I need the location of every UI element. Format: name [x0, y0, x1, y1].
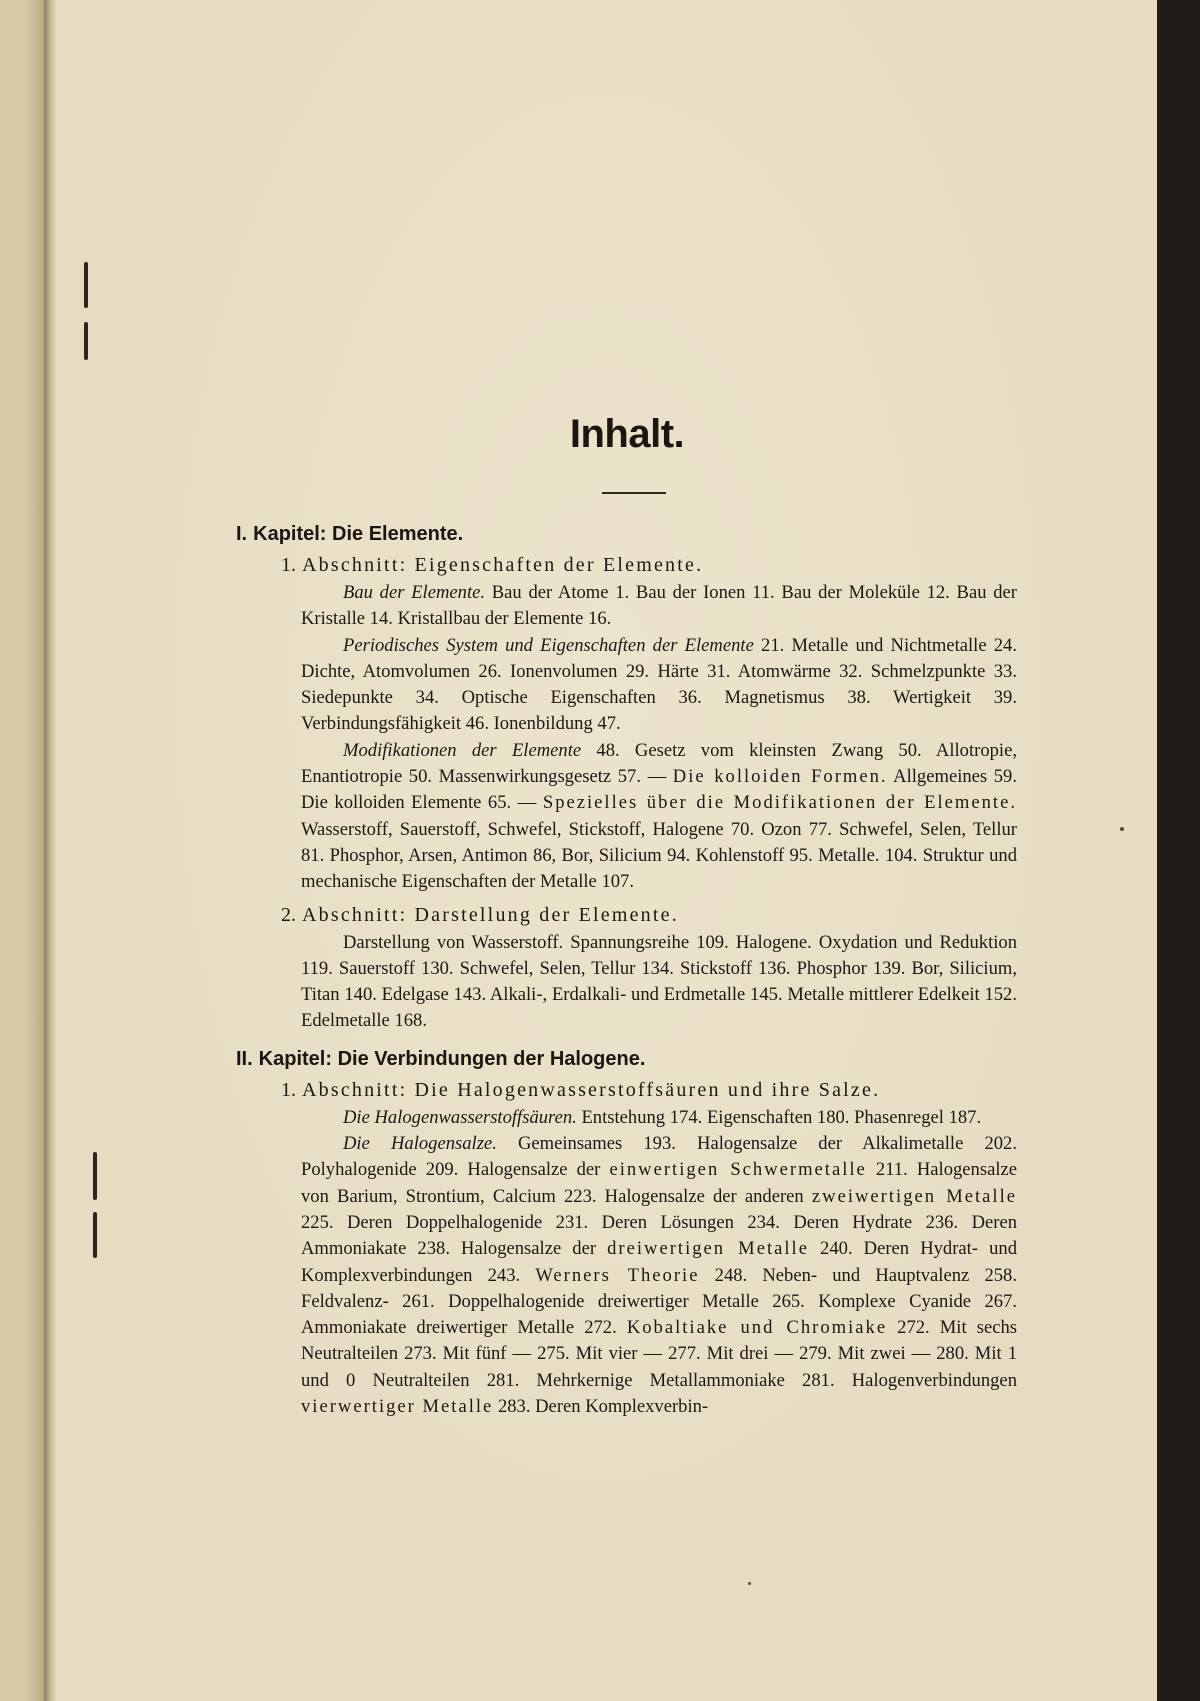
entry-text: 283. Deren Komplexverbin- [493, 1396, 709, 1418]
toc-paragraph [301, 633, 1017, 738]
topic-heading: Die Halogensalze. [343, 1133, 497, 1155]
chapter-heading [236, 1045, 1017, 1073]
section-heading [281, 552, 1017, 578]
binding-stitch [84, 322, 88, 360]
entry-text: Wasserstoff, Sauerstoff, Schwefel, Stickstoff, Halogene 70. Ozon 77. Schwefel, Selen, Tellur 81. Phosphor, Arsen, Antimon 86, Bor, Silicium 94. Kohlenstoff 95. Metalle. 104. Struktur und mechanische Eigenschaften der Metalle 107. [301, 818, 1017, 893]
entry-text: 272. Mit sechs Neutralteilen 273. Mit fünf — 275. Mit vier — 277. Mit drei — 279. Mit zwei — 280. Mit 1 und 0 Neutralteilen 281. Mehrkernige Metallammoniake 281. Halogenverbindungen [301, 1317, 1017, 1391]
paper-speck [1120, 827, 1124, 831]
paper-speck [748, 1582, 751, 1585]
section-number: 2. [281, 903, 296, 926]
section [281, 552, 1017, 896]
page-title: Inhalt. [569, 412, 685, 456]
topic-heading: Modifikationen der Elemente [343, 739, 582, 761]
entry-text: Bau der Atome 1. Bau der Ionen 11. Bau der Moleküle 12. Bau der Kristalle 14. Kristallbau der Elemente 16. [301, 582, 1017, 630]
toc-paragraph [301, 1105, 1017, 1131]
binding-stitch [93, 1212, 97, 1258]
toc-paragraph [301, 580, 1017, 633]
toc-paragraph [301, 1131, 1017, 1420]
entry-text: Darstellung von Wasserstoff. Spannungsreihe 109. Halogene. Oxydation und Reduktion 119. Sauerstoff 130. Schwefel, Selen, Tellur 134. Stickstoff 136. Phosphor 139. Bor, Silicium, Titan 140. Edelgase 143. Alkali-, Erdalkali- und Erdmetalle 145. Metalle mittlerer Edelkeit 152. Edelmetalle 168. [301, 931, 1017, 1032]
section-heading [281, 1077, 1017, 1103]
spaced-heading: vierwertiger Metalle [301, 1396, 494, 1418]
chapter-number: II. [236, 1047, 253, 1070]
section-label: Abschnitt: Eigenschaften der Elemente. [302, 554, 704, 576]
chapter-label: Kapitel: Die Elemente. [253, 523, 464, 545]
binding-stitch [84, 262, 88, 308]
toc-paragraph [301, 738, 1017, 896]
topic-heading: Die Halogenwasserstoffsäuren. [343, 1106, 577, 1128]
spaced-heading: dreiwertigen Metalle [607, 1238, 809, 1260]
entry-text: Gemeinsames 193. Halogensalze der Alkalimetalle 202. Polyhalogenide 209. Halogensalze der [301, 1133, 1017, 1181]
spaced-heading: einwertigen Schwermetalle [609, 1159, 867, 1181]
entry-text: Allgemeines 59. Die kolloiden Elemente 65. — [301, 766, 1017, 814]
book-gutter [44, 0, 56, 1701]
chapter-label: Kapitel: Die Verbindungen der Halogene. [258, 1047, 646, 1070]
section-label: Abschnitt: Darstellung der Elemente. [302, 903, 679, 926]
entry-text: 21. Metalle und Nichtmetalle 24. Dichte, Atomvolumen 26. Ionenvolumen 29. Härte 31. Atomwärme 32. Schmelzpunkte 33. Siedepunkte 34. Optische Eigenschaften 36. Magnetismus 38. Wertigkeit 39. Verbindungsfähigkeit 46. Ionenbildung 47. [301, 634, 1018, 735]
scan-background [1157, 0, 1200, 1701]
entry-text: 48. Gesetz vom kleinsten Zwang 50. Allotropie, Enantiotropie 50. Massenwirkungsgesetz 57. — [301, 739, 1017, 788]
section-number: 1. [281, 554, 296, 576]
topic-heading: Bau der Elemente. [343, 582, 486, 603]
chapter [237, 520, 1017, 1035]
spaced-heading: Die kolloiden Formen. [672, 766, 888, 788]
section-label: Abschnitt: Die Halogenwasserstoffsäuren und ihre Salze. [302, 1078, 881, 1101]
chapter-list [237, 520, 1017, 1426]
section-heading [281, 902, 1017, 928]
chapter-number: I. [236, 523, 248, 545]
chapter [237, 1045, 1017, 1421]
spaced-heading: Spezielles über die Modifikationen der Elemente. [542, 792, 1017, 814]
spaced-heading: Werners Theorie [535, 1264, 700, 1286]
section-number: 1. [281, 1078, 296, 1101]
facing-page-edge [0, 0, 44, 1701]
entry-text: 240. Deren Hydrat- und Komplexverbindungen 243. [301, 1238, 1017, 1286]
entry-text: Entstehung 174. Eigenschaften 180. Phasenregel 187. [576, 1106, 982, 1128]
spaced-heading: Kobaltiake und Chromiake [626, 1317, 888, 1339]
entry-text: 225. Deren Doppelhalogenide 231. Deren Lösungen 234. Deren Hydrate 236. Deren Ammoniakate 238. Halogensalze der [301, 1211, 1017, 1260]
chapter-heading [236, 520, 1017, 548]
entry-text: 211. Halogensalze von Barium, Strontium, Calcium 223. Halogensalze der anderen [301, 1159, 1017, 1207]
section [281, 1077, 1017, 1421]
toc-paragraph [301, 930, 1017, 1035]
binding-stitch [93, 1152, 97, 1200]
section [281, 902, 1017, 1035]
topic-heading: Periodisches System und Eigenschaften der Elemente [343, 634, 754, 656]
title-rule [602, 492, 666, 494]
spaced-heading: zweiwertigen Metalle [811, 1185, 1017, 1207]
entry-text: 248. Neben- und Hauptvalenz 258. Feldvalenz- 261. Doppelhalogenide dreiwertiger Metalle 265. Komplexe Cyanide 267. Ammoniakate dreiwertiger Metalle 272. [301, 1264, 1017, 1339]
